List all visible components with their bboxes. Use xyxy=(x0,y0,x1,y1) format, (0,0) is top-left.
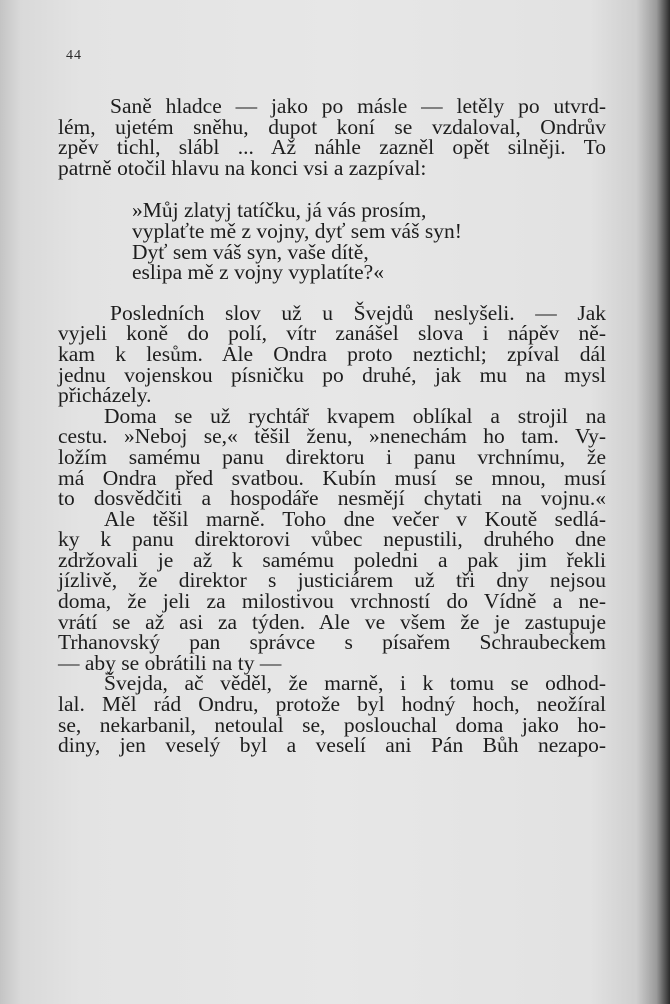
text-line: Posledních slov už u Švejdů neslyšeli. — Jak xyxy=(110,300,606,325)
text-line: zpěv tichl, slábl ... Až náhle zazněl opět silněji. To xyxy=(58,135,606,160)
text-line: přicházely. xyxy=(58,383,152,408)
paragraph-5 xyxy=(58,671,606,758)
text-line: lém, ujetém sněhu, dupot koní se vzdaloval, Ondrův xyxy=(58,114,606,139)
text-line: Švejda, ač věděl, že marně, i k tomu se odhod- xyxy=(104,671,606,696)
text-line: má Ondra před svatbou. Kubín musí se mnou, musí xyxy=(58,465,606,490)
text-line: Doma se už rychtář kvapem oblíkal a strojil na xyxy=(104,403,606,428)
verse-line: »Můj zlatyj tatíčku, já vás prosím, xyxy=(132,198,427,223)
text-line: vrátí se až asi za týden. Ale ve všem že je zastupuje xyxy=(58,609,606,634)
text-line: lal. Měl rád Ondru, protože byl hodný hoch, neožíral xyxy=(58,692,606,717)
text-line: diny, jen veselý byl a veselí ani Pán Bůh nezapo- xyxy=(58,733,606,758)
text-line: jednu vojenskou písničku po druhé, jak mu na mysl xyxy=(58,362,606,387)
text-line: jízlivě, že direktor s justiciárem už tři dny nejsou xyxy=(58,568,606,593)
text-line: patrně otočil hlavu na konci vsi a zazpíval: xyxy=(58,155,427,180)
text-line: — aby se obrátili na ty — xyxy=(58,650,282,675)
paragraph-1 xyxy=(58,96,606,178)
verse-line: eslipa mě z vojny vyplatíte?« xyxy=(132,260,384,285)
text-line: se, nekarbanil, netoulal se, poslouchal doma jako ho- xyxy=(58,712,606,737)
text-line: zdržovali je až k samému poledni a pak jim řekli xyxy=(58,547,606,572)
text-line: vyjeli koně do polí, vítr zanášel slova i nápěv ně- xyxy=(58,321,606,346)
page-text xyxy=(58,96,606,756)
paragraph-3 xyxy=(58,403,606,511)
text-line: ky k panu direktorovi vůbec nepustili, druhého dne xyxy=(58,527,606,552)
text-line: Ale těšil marně. Toho dne večer v Koutě sedlá- xyxy=(104,506,606,531)
verse-line: vyplaťte mě z vojny, dyť sem váš syn! xyxy=(132,218,462,243)
song-verse xyxy=(58,198,606,285)
text-line: kam k lesům. Ale Ondra proto neztichl; zpíval dál xyxy=(58,341,606,366)
text-line: to dosvědčiti a hospodáře nesmějí chytati na vojnu.« xyxy=(58,486,606,511)
verse-line: Dyť sem váš syn, vaše dítě, xyxy=(132,239,369,264)
text-line: Saně hladce — jako po másle — letěly po utvrd- xyxy=(110,94,606,118)
text-line: ložím samému panu direktoru i panu vrchnímu, že xyxy=(58,444,606,469)
text-line: doma, že jeli za milostivou vrchností do Vídně a ne- xyxy=(58,589,606,614)
paragraph-4 xyxy=(58,506,606,675)
text-line: cestu. »Neboj se,« těšil ženu, »nenechám ho tam. Vy- xyxy=(58,424,606,449)
paragraph-2 xyxy=(58,300,606,408)
text-line: Trhanovský pan správce s písařem Schraubeckem xyxy=(58,630,606,655)
page-number: 44 xyxy=(66,48,82,63)
